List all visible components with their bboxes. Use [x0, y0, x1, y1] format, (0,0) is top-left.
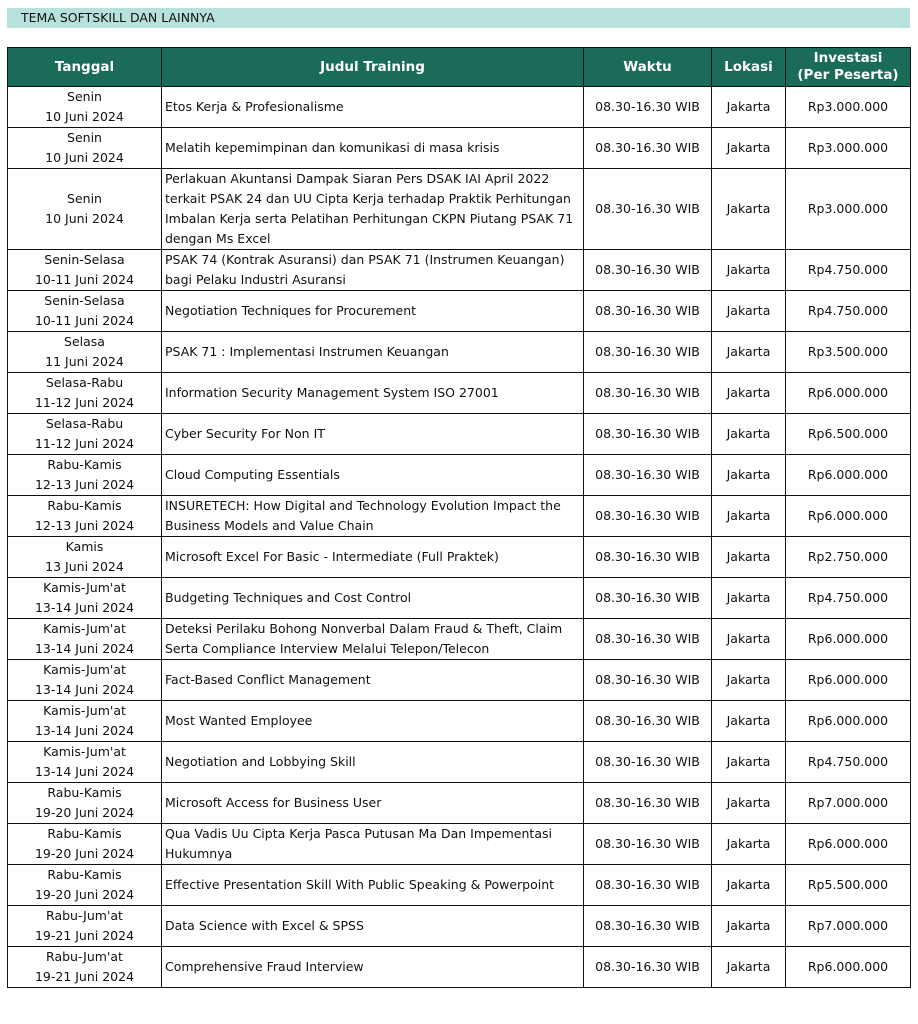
- cell-title: Most Wanted Employee: [162, 701, 584, 742]
- cell-date-range: 19-21 Juni 2024: [34, 969, 135, 984]
- table-row: [8, 783, 911, 824]
- cell-location: Jakarta: [712, 660, 786, 701]
- header-lokasi: Lokasi: [712, 48, 786, 87]
- cell-location: Jakarta: [712, 414, 786, 455]
- cell-location: Jakarta: [712, 455, 786, 496]
- cell-title: Qua Vadis Uu Cipta Kerja Pasca Putusan Ma Dan Impementasi Hukumnya: [162, 824, 584, 865]
- cell-title: Comprehensive Fraud Interview: [162, 947, 584, 988]
- cell-title: Perlakuan Akuntansi Dampak Siaran Pers DSAK IAI April 2022 terkait PSAK 24 dan UU Cipta Kerja terhadap Praktik Perhitungan Imbalan Kerja serta Pelatihan Perhitungan CKPN Piutang PSAK 71 dengan Ms Excel: [162, 169, 584, 250]
- cell-date: [8, 701, 162, 742]
- cell-location: Jakarta: [712, 332, 786, 373]
- table-row: [8, 496, 911, 537]
- cell-date: [8, 87, 162, 128]
- cell-price: Rp6.000.000: [786, 824, 911, 865]
- cell-title: Fact-Based Conflict Management: [162, 660, 584, 701]
- cell-day: Rabu-Kamis: [47, 498, 122, 513]
- cell-time: 08.30-16.30 WIB: [584, 578, 712, 619]
- header-investasi: [786, 48, 911, 87]
- cell-date-range: 11-12 Juni 2024: [34, 436, 135, 451]
- table-row: [8, 87, 911, 128]
- cell-date: [8, 373, 162, 414]
- cell-date-range: 10-11 Juni 2024: [34, 313, 135, 328]
- table-header-row: [8, 48, 911, 87]
- cell-time: 08.30-16.30 WIB: [584, 660, 712, 701]
- cell-location: Jakarta: [712, 537, 786, 578]
- cell-day: Kamis-Jum'at: [43, 662, 126, 677]
- cell-date: [8, 250, 162, 291]
- cell-date-range: 12-13 Juni 2024: [34, 518, 135, 533]
- cell-price: Rp3.000.000: [786, 169, 911, 250]
- cell-date-range: 13-14 Juni 2024: [34, 641, 135, 656]
- cell-date: [8, 291, 162, 332]
- cell-time: 08.30-16.30 WIB: [584, 824, 712, 865]
- table-row: [8, 128, 911, 169]
- cell-title: PSAK 74 (Kontrak Asuransi) dan PSAK 71 (Instrumen Keuangan) bagi Pelaku Industri Asuransi: [162, 250, 584, 291]
- cell-location: Jakarta: [712, 742, 786, 783]
- cell-time: 08.30-16.30 WIB: [584, 783, 712, 824]
- cell-time: 08.30-16.30 WIB: [584, 619, 712, 660]
- cell-title: Effective Presentation Skill With Public Speaking & Powerpoint: [162, 865, 584, 906]
- cell-date-range: 13 Juni 2024: [45, 559, 124, 574]
- cell-title: Deteksi Perilaku Bohong Nonverbal Dalam Fraud & Theft, Claim Serta Compliance Interview Melalui Telepon/Telecon: [162, 619, 584, 660]
- cell-date: [8, 906, 162, 947]
- cell-date: [8, 414, 162, 455]
- cell-date: [8, 619, 162, 660]
- cell-location: Jakarta: [712, 250, 786, 291]
- cell-price: Rp7.000.000: [786, 906, 911, 947]
- cell-location: Jakarta: [712, 824, 786, 865]
- cell-location: Jakarta: [712, 906, 786, 947]
- cell-location: Jakarta: [712, 169, 786, 250]
- cell-day: Kamis-Jum'at: [43, 744, 126, 759]
- cell-day: Senin-Selasa: [44, 252, 125, 267]
- cell-time: 08.30-16.30 WIB: [584, 128, 712, 169]
- cell-date: [8, 455, 162, 496]
- cell-time: 08.30-16.30 WIB: [584, 906, 712, 947]
- cell-time: 08.30-16.30 WIB: [584, 87, 712, 128]
- table-row: [8, 742, 911, 783]
- cell-price: Rp6.000.000: [786, 947, 911, 988]
- header-waktu: Waktu: [584, 48, 712, 87]
- header-investasi-line2: (Per Peserta): [797, 67, 899, 83]
- cell-day: Senin-Selasa: [44, 293, 125, 308]
- cell-location: Jakarta: [712, 496, 786, 537]
- cell-title: Melatih kepemimpinan dan komunikasi di masa krisis: [162, 128, 584, 169]
- cell-date: [8, 496, 162, 537]
- cell-day: Senin: [67, 89, 102, 104]
- header-investasi-line1: Investasi: [813, 50, 883, 66]
- cell-day: Kamis: [65, 539, 104, 554]
- cell-price: Rp2.750.000: [786, 537, 911, 578]
- table-row: [8, 537, 911, 578]
- table-row: [8, 824, 911, 865]
- cell-day: Kamis-Jum'at: [43, 703, 126, 718]
- cell-date: [8, 537, 162, 578]
- cell-date: [8, 783, 162, 824]
- cell-date-range: 13-14 Juni 2024: [34, 600, 135, 615]
- cell-date: [8, 742, 162, 783]
- cell-title: Negotiation Techniques for Procurement: [162, 291, 584, 332]
- cell-date: [8, 128, 162, 169]
- table-row: [8, 332, 911, 373]
- cell-title: Etos Kerja & Profesionalisme: [162, 87, 584, 128]
- cell-location: Jakarta: [712, 701, 786, 742]
- cell-date-range: 19-20 Juni 2024: [34, 805, 135, 820]
- cell-title: Microsoft Excel For Basic - Intermediate (Full Praktek): [162, 537, 584, 578]
- cell-date: [8, 660, 162, 701]
- table-row: [8, 906, 911, 947]
- cell-price: Rp3.500.000: [786, 332, 911, 373]
- cell-date: [8, 169, 162, 250]
- cell-time: 08.30-16.30 WIB: [584, 291, 712, 332]
- cell-day: Rabu-Kamis: [47, 457, 122, 472]
- cell-date-range: 13-14 Juni 2024: [34, 764, 135, 779]
- cell-time: 08.30-16.30 WIB: [584, 947, 712, 988]
- cell-price: Rp3.000.000: [786, 87, 911, 128]
- cell-time: 08.30-16.30 WIB: [584, 414, 712, 455]
- cell-title: PSAK 71 : Implementasi Instrumen Keuangan: [162, 332, 584, 373]
- cell-time: 08.30-16.30 WIB: [584, 742, 712, 783]
- cell-location: Jakarta: [712, 865, 786, 906]
- table-row: [8, 455, 911, 496]
- cell-date-range: 10 Juni 2024: [45, 211, 124, 226]
- cell-day: Kamis-Jum'at: [43, 621, 126, 636]
- cell-location: Jakarta: [712, 783, 786, 824]
- cell-day: Rabu-Kamis: [47, 826, 122, 841]
- cell-location: Jakarta: [712, 947, 786, 988]
- cell-location: Jakarta: [712, 128, 786, 169]
- cell-day: Kamis-Jum'at: [43, 580, 126, 595]
- cell-price: Rp6.500.000: [786, 414, 911, 455]
- cell-time: 08.30-16.30 WIB: [584, 537, 712, 578]
- cell-time: 08.30-16.30 WIB: [584, 250, 712, 291]
- cell-date-range: 19-21 Juni 2024: [34, 928, 135, 943]
- cell-day: Selasa-Rabu: [45, 375, 124, 390]
- cell-date: [8, 578, 162, 619]
- cell-date-range: 19-20 Juni 2024: [34, 846, 135, 861]
- cell-time: 08.30-16.30 WIB: [584, 701, 712, 742]
- cell-day: Senin: [67, 130, 102, 145]
- cell-price: Rp6.000.000: [786, 455, 911, 496]
- cell-location: Jakarta: [712, 291, 786, 332]
- header-tanggal: Tanggal: [8, 48, 162, 87]
- cell-location: Jakarta: [712, 619, 786, 660]
- cell-date: [8, 332, 162, 373]
- cell-date: [8, 947, 162, 988]
- table-row: [8, 578, 911, 619]
- cell-title: Microsoft Access for Business User: [162, 783, 584, 824]
- table-row: [8, 169, 911, 250]
- cell-day: Rabu-Jum'at: [46, 908, 123, 923]
- table-row: [8, 373, 911, 414]
- cell-time: 08.30-16.30 WIB: [584, 332, 712, 373]
- cell-date-range: 13-14 Juni 2024: [34, 723, 135, 738]
- cell-time: 08.30-16.30 WIB: [584, 496, 712, 537]
- cell-price: Rp4.750.000: [786, 250, 911, 291]
- cell-location: Jakarta: [712, 373, 786, 414]
- table-row: [8, 701, 911, 742]
- cell-title: Information Security Management System ISO 27001: [162, 373, 584, 414]
- table-row: [8, 619, 911, 660]
- cell-title: Data Science with Excel & SPSS: [162, 906, 584, 947]
- cell-location: Jakarta: [712, 578, 786, 619]
- cell-date-range: 11-12 Juni 2024: [34, 395, 135, 410]
- cell-title: INSURETECH: How Digital and Technology Evolution Impact the Business Models and Value Chain: [162, 496, 584, 537]
- cell-title: Cyber Security For Non IT: [162, 414, 584, 455]
- cell-date: [8, 824, 162, 865]
- cell-date-range: 10-11 Juni 2024: [34, 272, 135, 287]
- table-row: [8, 291, 911, 332]
- cell-price: Rp6.000.000: [786, 660, 911, 701]
- cell-price: Rp6.000.000: [786, 619, 911, 660]
- cell-location: Jakarta: [712, 87, 786, 128]
- header-judul-training: Judul Training: [162, 48, 584, 87]
- section-banner: TEMA SOFTSKILL DAN LAINNYA: [7, 8, 910, 28]
- table-row: [8, 865, 911, 906]
- table-row: [8, 947, 911, 988]
- cell-date-range: 13-14 Juni 2024: [34, 682, 135, 697]
- cell-time: 08.30-16.30 WIB: [584, 865, 712, 906]
- cell-day: Rabu-Jum'at: [46, 949, 123, 964]
- cell-time: 08.30-16.30 WIB: [584, 169, 712, 250]
- cell-date: [8, 865, 162, 906]
- cell-day: Selasa-Rabu: [45, 416, 124, 431]
- cell-time: 08.30-16.30 WIB: [584, 373, 712, 414]
- cell-price: Rp4.750.000: [786, 742, 911, 783]
- cell-title: Budgeting Techniques and Cost Control: [162, 578, 584, 619]
- cell-title: Cloud Computing Essentials: [162, 455, 584, 496]
- cell-price: Rp7.000.000: [786, 783, 911, 824]
- cell-price: Rp3.000.000: [786, 128, 911, 169]
- cell-day: Senin: [67, 191, 102, 206]
- table-row: [8, 250, 911, 291]
- cell-date-range: 10 Juni 2024: [45, 150, 124, 165]
- cell-price: Rp4.750.000: [786, 291, 911, 332]
- training-schedule-table: [7, 47, 911, 988]
- cell-price: Rp5.500.000: [786, 865, 911, 906]
- cell-time: 08.30-16.30 WIB: [584, 455, 712, 496]
- cell-day: Selasa: [64, 334, 105, 349]
- cell-day: Rabu-Kamis: [47, 867, 122, 882]
- cell-price: Rp4.750.000: [786, 578, 911, 619]
- cell-date-range: 12-13 Juni 2024: [34, 477, 135, 492]
- cell-day: Rabu-Kamis: [47, 785, 122, 800]
- cell-date-range: 11 Juni 2024: [45, 354, 124, 369]
- cell-price: Rp6.000.000: [786, 701, 911, 742]
- table-row: [8, 660, 911, 701]
- cell-date-range: 10 Juni 2024: [45, 109, 124, 124]
- cell-date-range: 19-20 Juni 2024: [34, 887, 135, 902]
- cell-price: Rp6.000.000: [786, 373, 911, 414]
- cell-price: Rp6.000.000: [786, 496, 911, 537]
- cell-title: Negotiation and Lobbying Skill: [162, 742, 584, 783]
- table-row: [8, 414, 911, 455]
